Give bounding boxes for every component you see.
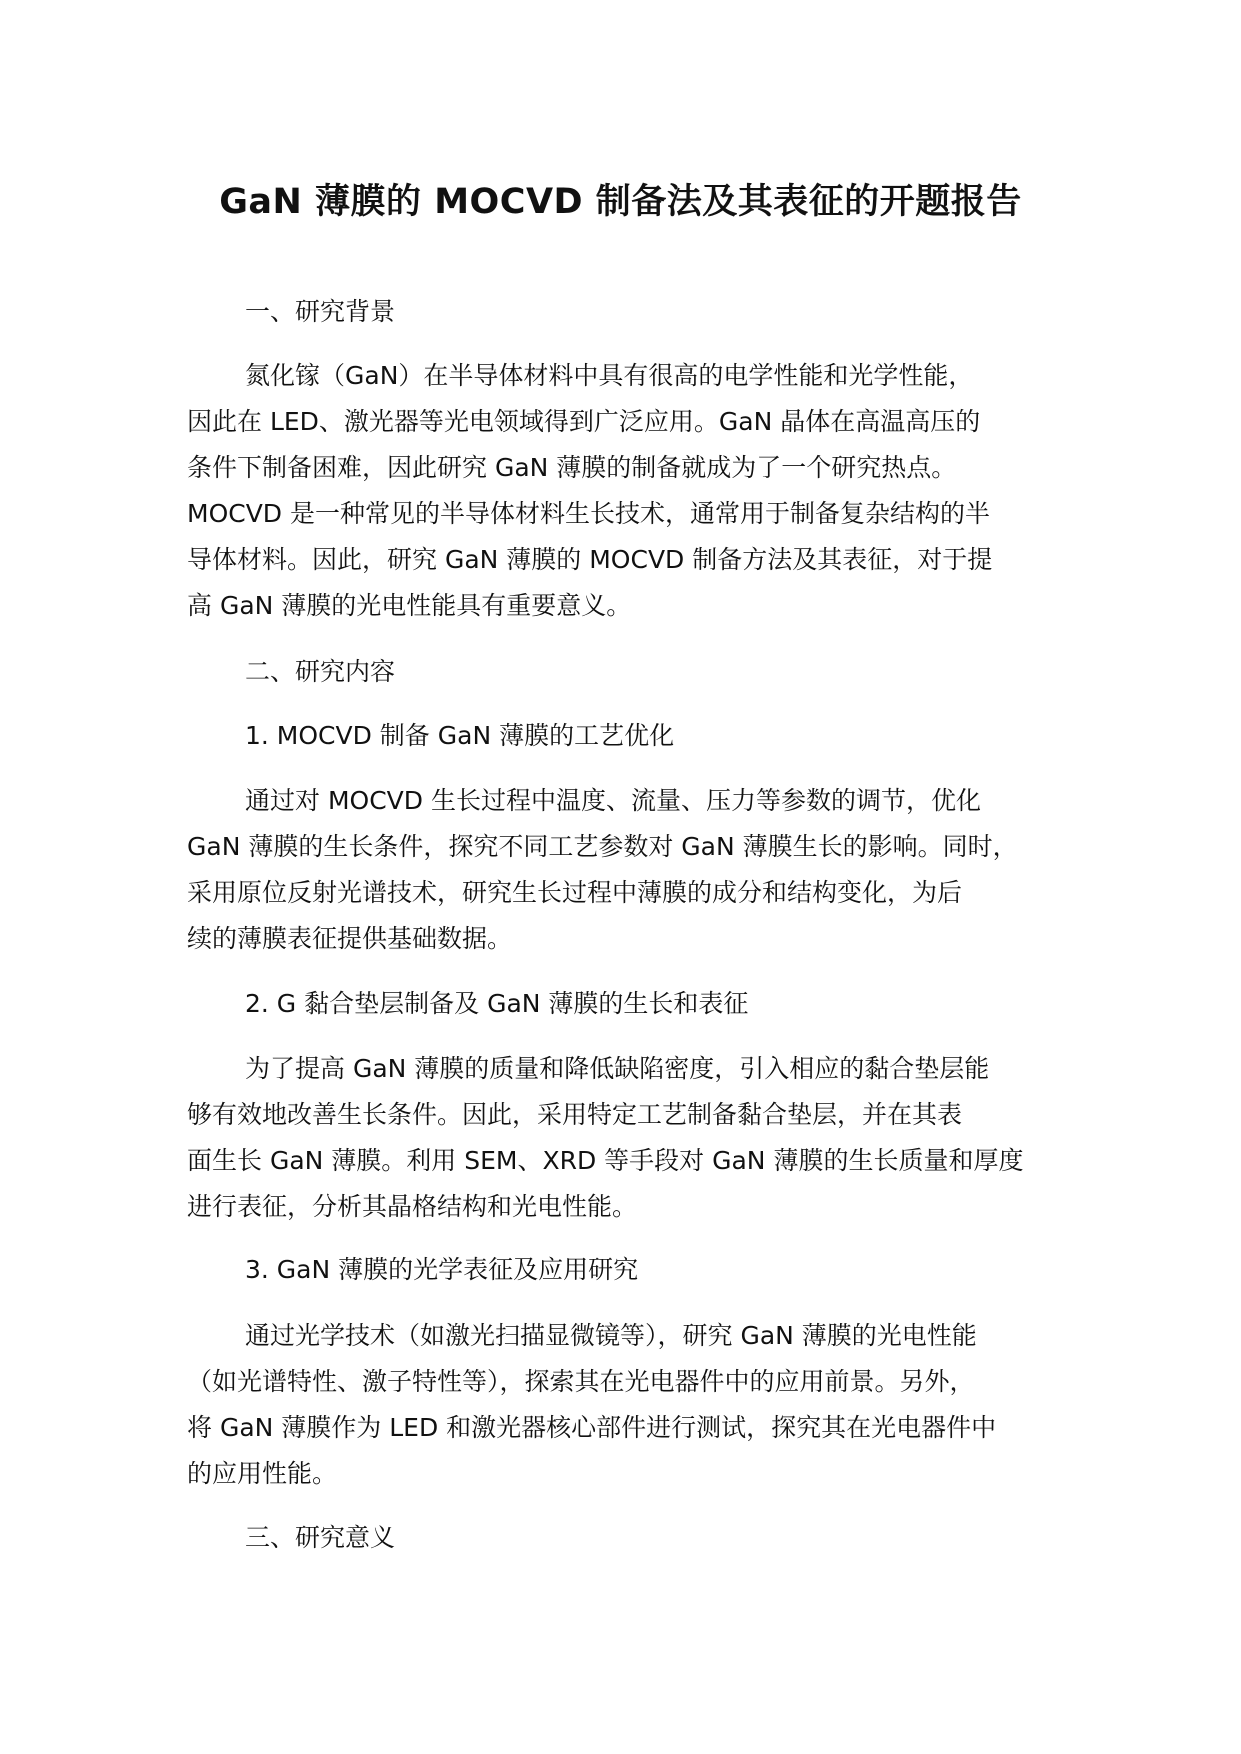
paragraph-background (187, 353, 1087, 629)
paragraph-line: 高 GaN 薄膜的光电性能具有重要意义。 (187, 591, 632, 620)
paragraph-line: 因此在 LED、激光器等光电领域得到广泛应用。GaN 晶体在高温高压的 (187, 407, 981, 436)
paragraph-line: 导体材料。因此，研究 GaN 薄膜的 MOCVD 制备方法及其表征，对于提 (187, 545, 993, 574)
paragraph-line: 够有效地改善生长条件。因此，采用特定工艺制备黏合垫层，并在其表 (187, 1100, 963, 1129)
section-heading-significance: 三、研究意义 (245, 1523, 396, 1552)
paragraph-line: 采用原位反射光谱技术，研究生长过程中薄膜的成分和结构变化，为后 (187, 878, 963, 907)
paragraph-line: 续的薄膜表征提供基础数据。 (187, 924, 513, 953)
subsection-heading-bonding-layer: 2. G 黏合垫层制备及 GaN 薄膜的生长和表征 (245, 989, 749, 1018)
subsection-heading-process: 1. MOCVD 制备 GaN 薄膜的工艺优化 (245, 721, 675, 750)
paragraph-line: 氮化镓（GaN）在半导体材料中具有很高的电学性能和光学性能， (245, 361, 974, 390)
paragraph-bonding-layer (187, 1046, 1087, 1230)
paragraph-line: 进行表征，分析其晶格结构和光电性能。 (187, 1192, 638, 1221)
paragraph-line: MOCVD 是一种常见的半导体材料生长技术，通常用于制备复杂结构的半 (187, 499, 991, 528)
section-heading-content: 二、研究内容 (245, 657, 396, 686)
paragraph-line: （如光谱特性、激子特性等），探索其在光电器件中的应用前景。另外， (187, 1367, 975, 1396)
paragraph-line: 为了提高 GaN 薄膜的质量和降低缺陷密度，引入相应的黏合垫层能 (245, 1054, 990, 1083)
paragraph-line: 条件下制备困难，因此研究 GaN 薄膜的制备就成为了一个研究热点。 (187, 453, 957, 482)
document-title: GaN 薄膜的 MOCVD 制备法及其表征的开题报告 (219, 182, 1022, 222)
paragraph-line: 通过光学技术（如激光扫描显微镜等），研究 GaN 薄膜的光电性能 (245, 1321, 977, 1350)
paragraph-process (187, 778, 1087, 962)
paragraph-line: GaN 薄膜的生长条件，探究不同工艺参数对 GaN 薄膜生长的影响。同时， (187, 832, 1018, 861)
paragraph-line: 面生长 GaN 薄膜。利用 SEM、XRD 等手段对 GaN 薄膜的生长质量和厚度 (187, 1146, 1024, 1175)
subsection-heading-optical: 3. GaN 薄膜的光学表征及应用研究 (245, 1255, 639, 1284)
paragraph-optical (187, 1313, 1087, 1497)
paragraph-line: 的应用性能。 (187, 1459, 338, 1488)
paragraph-line: 将 GaN 薄膜作为 LED 和激光器核心部件进行测试，探究其在光电器件中 (187, 1413, 997, 1442)
section-heading-background: 一、研究背景 (245, 297, 396, 326)
paragraph-line: 通过对 MOCVD 生长过程中温度、流量、压力等参数的调节，优化 (245, 786, 981, 815)
